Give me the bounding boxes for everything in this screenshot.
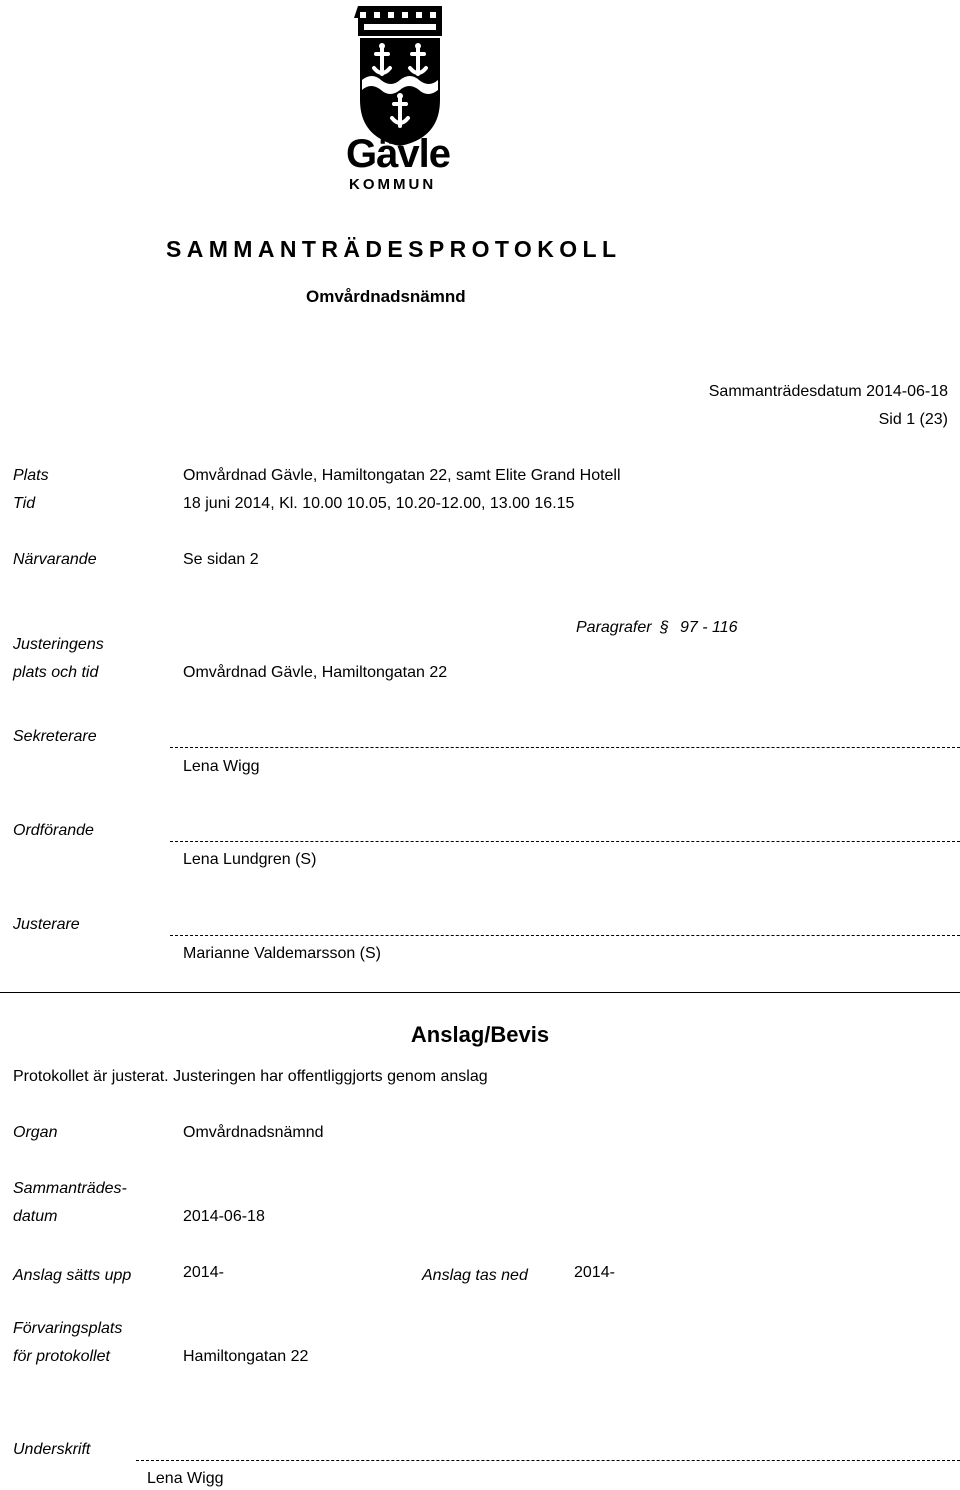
paragrafer-value: 97 - 116 — [680, 619, 738, 636]
section-divider — [0, 992, 960, 993]
datum-value: 2014-06-18 — [183, 1208, 265, 1225]
gavle-kommun-logo — [344, 2, 456, 192]
tid-label: Tid — [13, 495, 36, 512]
organ-label: Organ — [13, 1124, 58, 1141]
datum-label-2: datum — [13, 1208, 58, 1225]
page-title: SAMMANTRÄDESPROTOKOLL — [166, 236, 622, 262]
anslag-intro: Protokollet är justerat. Justeringen har offentliggjorts genom anslag — [13, 1068, 488, 1085]
datum-label-1: Sammanträdes- — [13, 1180, 127, 1197]
signature-line — [170, 841, 960, 842]
committee-name: Omvårdnadsnämnd — [306, 287, 466, 306]
narvarande-label: Närvarande — [13, 551, 97, 568]
plats-value: Omvårdnad Gävle, Hamiltongatan 22, samt Elite Grand Hotell — [183, 467, 621, 484]
logo-name: Gävle — [346, 132, 450, 176]
justerare-name: Marianne Valdemarsson (S) — [183, 945, 382, 962]
meeting-date: Sammanträdesdatum 2014-06-18 — [708, 383, 948, 400]
anslag-ned-label: Anslag tas ned — [422, 1267, 528, 1284]
forvaring-label-1: Förvaringsplats — [13, 1320, 123, 1337]
justering-label-2: plats och tid — [13, 664, 99, 681]
tid-value: 18 juni 2014, Kl. 10.00 10.05, 10.20-12.00, 13.00 16.15 — [183, 495, 575, 512]
justering-label-1: Justeringens — [13, 636, 104, 653]
page-number: Sid 1 (23) — [878, 411, 948, 428]
underskrift-name: Lena Wigg — [147, 1470, 224, 1487]
anslag-upp-label: Anslag sätts upp — [13, 1267, 132, 1284]
forvaring-value: Hamiltongatan 22 — [183, 1348, 309, 1365]
narvarande-value: Se sidan 2 — [183, 551, 259, 568]
logo-sub: KOMMUN — [349, 176, 437, 193]
plats-label: Plats — [13, 467, 49, 484]
anslag-upp-value: 2014- — [183, 1264, 224, 1281]
ordforande-name: Lena Lundgren (S) — [183, 851, 317, 868]
underskrift-label: Underskrift — [13, 1441, 91, 1458]
signature-line — [136, 1460, 960, 1461]
paragraph-symbol-icon: § — [660, 619, 669, 636]
signature-line — [170, 747, 960, 748]
justering-value: Omvårdnad Gävle, Hamiltongatan 22 — [183, 664, 448, 681]
anslag-ned-value: 2014- — [574, 1264, 615, 1281]
organ-value: Omvårdnadsnämnd — [183, 1124, 324, 1141]
anslag-heading: Anslag/Bevis — [410, 1022, 550, 1047]
sekreterare-name: Lena Wigg — [183, 758, 260, 775]
signature-line — [170, 935, 960, 936]
sekreterare-label: Sekreterare — [13, 728, 97, 745]
ordforande-label: Ordförande — [13, 822, 94, 839]
justerare-label: Justerare — [13, 916, 80, 933]
paragrafer-label: Paragrafer — [576, 619, 652, 636]
forvaring-label-2: för protokollet — [13, 1348, 110, 1365]
